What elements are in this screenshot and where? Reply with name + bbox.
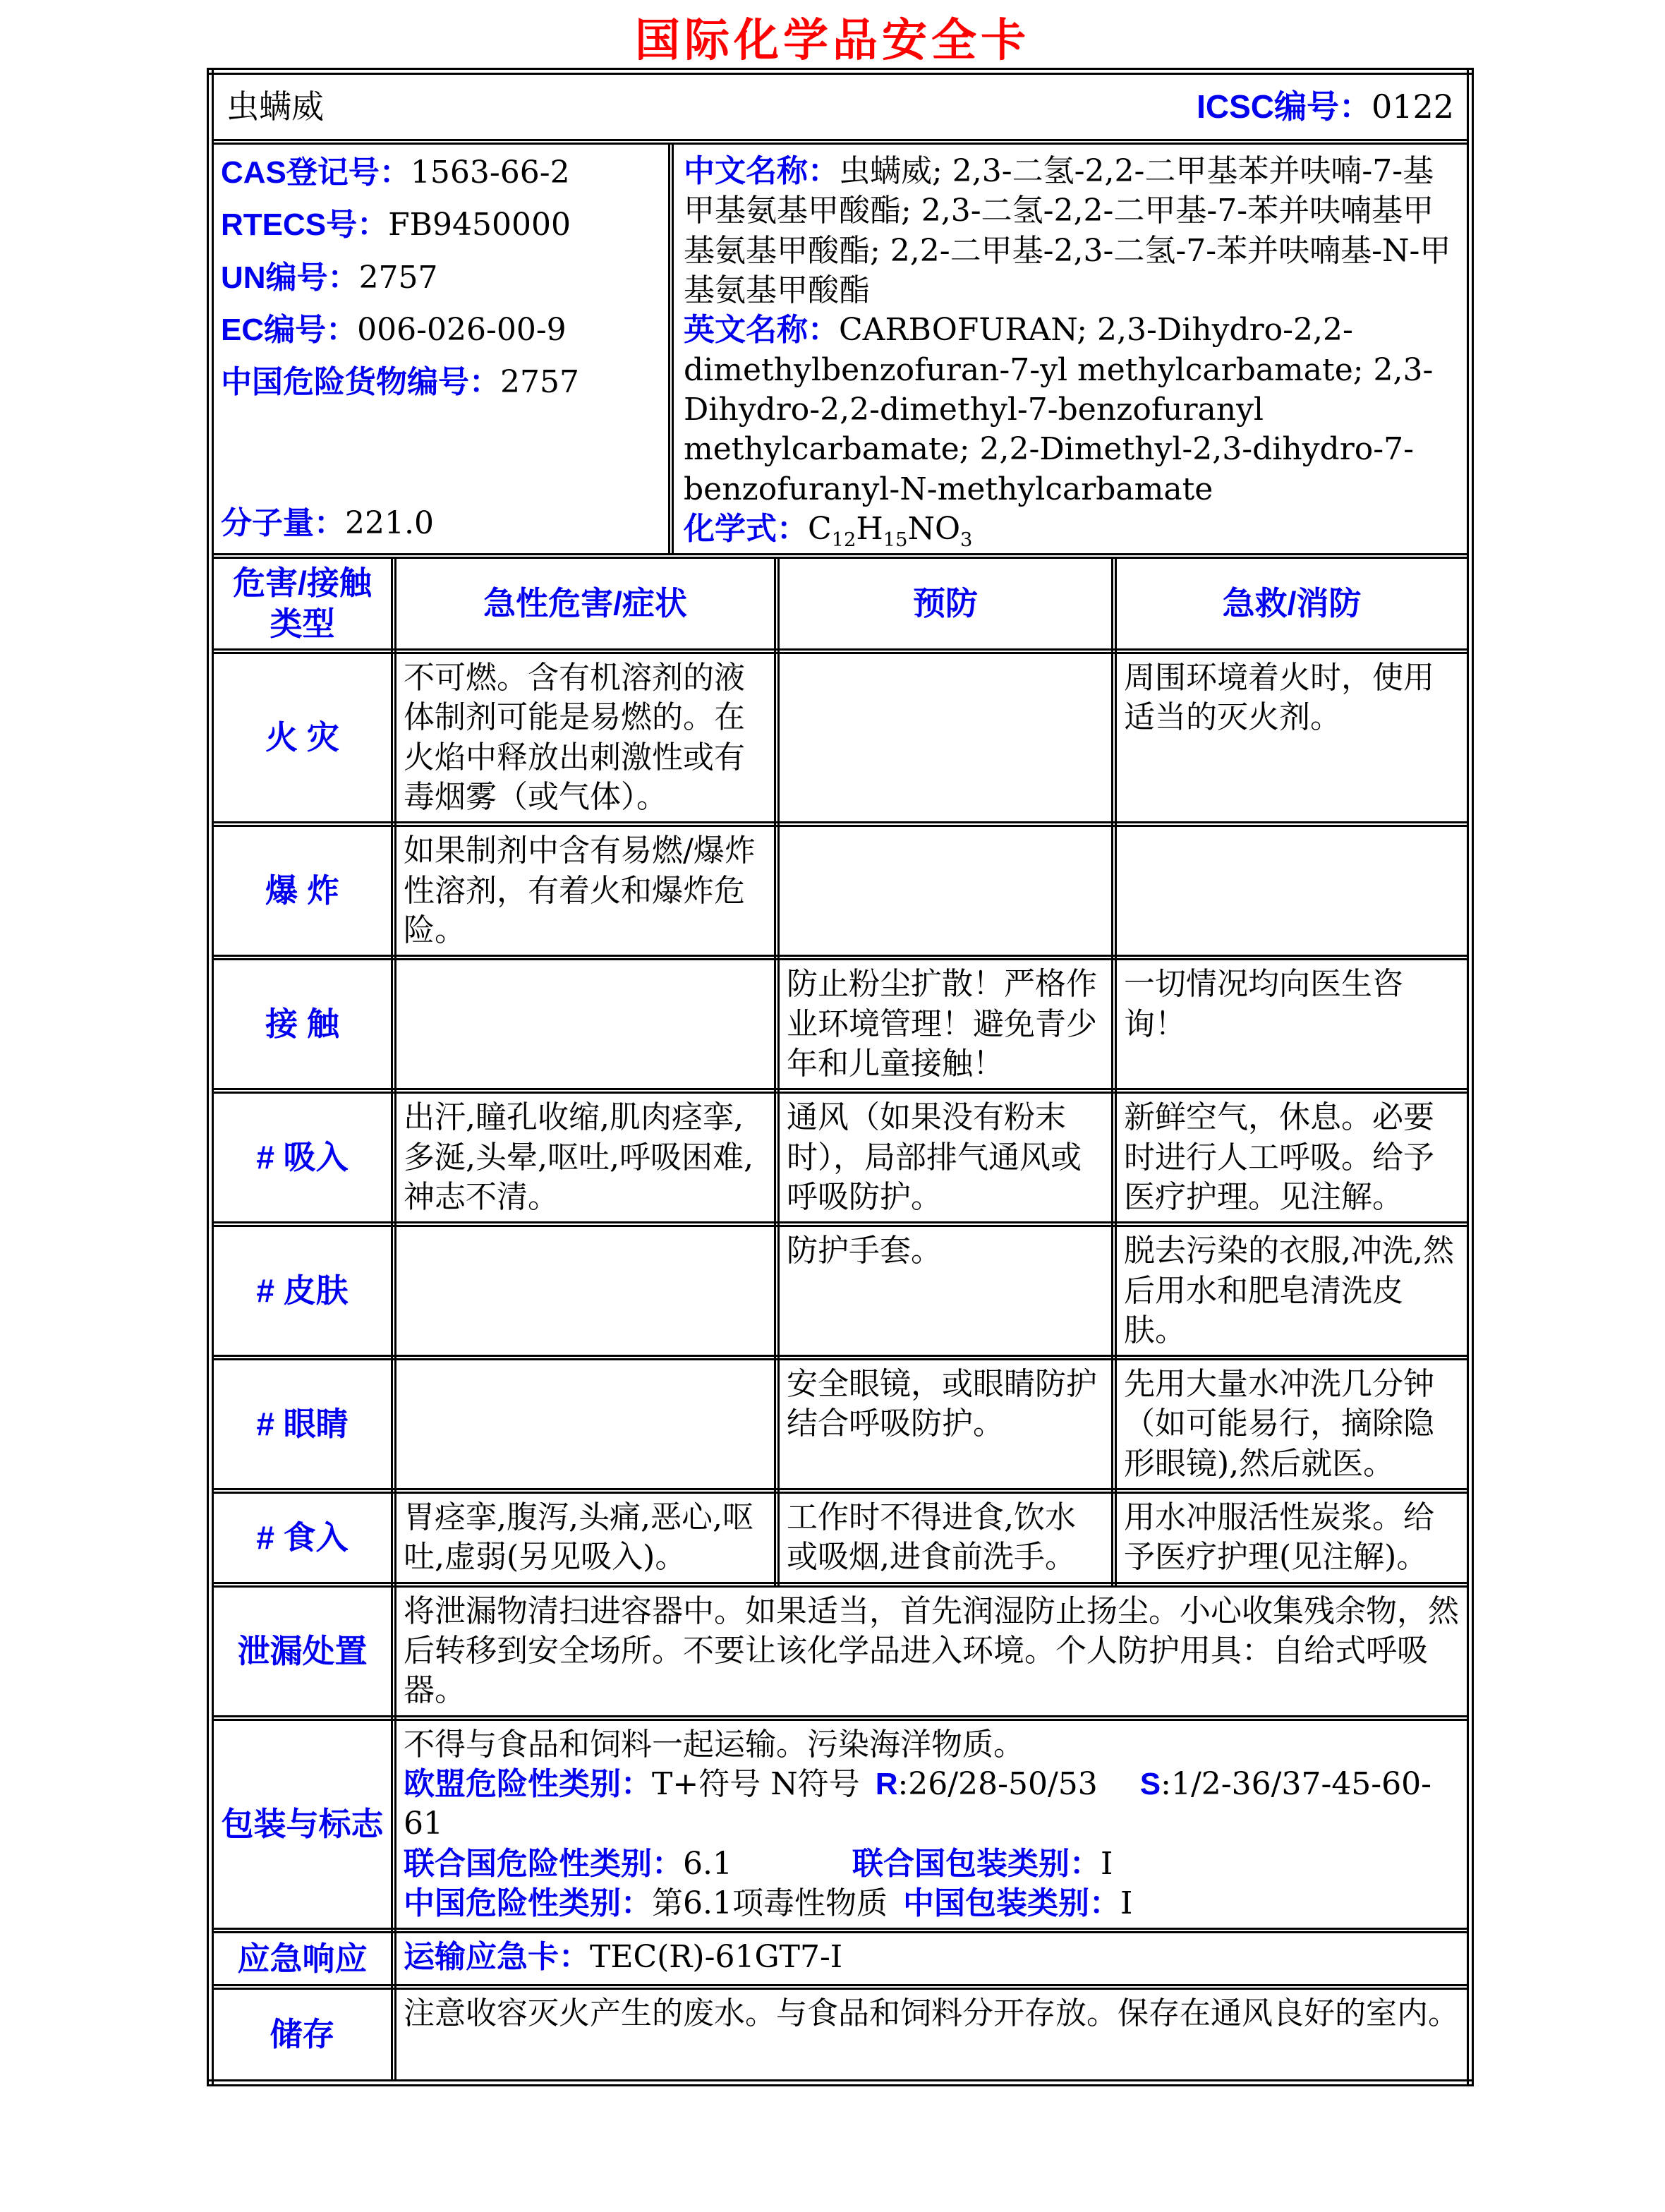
explosion-symptoms-cell: 如果制剂中含有易燃/爆炸性溶剂，有着火和爆炸危险。 [394, 824, 777, 957]
r-phrases-label: R [875, 1766, 898, 1801]
fire-prevention-cell [777, 651, 1114, 824]
cas-number-label: CAS登记号： [221, 155, 411, 190]
packaging-eu-line [404, 1765, 1460, 1844]
table-row-ingestion [210, 1491, 1470, 1585]
english-name-label: 英文名称： [684, 313, 839, 348]
packaging-transport-note: 不得与食品和饲料一起运输。污染海洋物质。 [404, 1726, 1024, 1763]
transport-emergency-card-value: TEC(R)-61GT7-I [590, 1939, 843, 1976]
row-label-spill-disposal: 泄漏处置 [210, 1585, 394, 1718]
row-label-emergency-response: 应急响应 [210, 1930, 394, 1987]
card-header-row [210, 71, 1470, 142]
names-block [674, 145, 1467, 553]
row-label-exposure: 接 触 [210, 957, 394, 1091]
chemical-formula-value: $C_{12}H_{15}NO_3$ [808, 510, 973, 551]
ingestion-prevention-cell: 工作时不得进食,饮水或吸烟,进食前洗手。 [777, 1491, 1114, 1585]
cn-dangerous-goods-line [221, 363, 661, 402]
un-packing-group-value: I [1100, 1845, 1113, 1882]
row-label-skin: # 皮肤 [210, 1224, 394, 1358]
storage-cell: 注意收容灭火产生的废水。与食品和饲料分开存放。保存在通风良好的室内。 [394, 1987, 1470, 2083]
packaging-cell [394, 1718, 1470, 1931]
skin-prevention-cell: 防护手套。 [777, 1224, 1114, 1358]
substance-name: 虫螨威 [226, 87, 324, 126]
explosion-first-aid-cell [1114, 824, 1470, 957]
icsc-number [1197, 86, 1454, 128]
cn-dangerous-goods-label: 中国危险货物编号： [221, 365, 500, 400]
row-label-inhalation: # 吸入 [210, 1091, 394, 1224]
fire-first-aid-cell: 周围环境着火时，使用适当的灭火剂。 [1114, 651, 1470, 824]
inhalation-prevention-cell: 通风（如果没有粉末时），局部排气通风或呼吸防护。 [777, 1091, 1114, 1224]
header-hazard-type: 危害/接触类型 [210, 556, 394, 651]
cn-dangerous-goods-value: 2757 [500, 364, 579, 401]
transport-emergency-card-label: 运输应急卡： [404, 1940, 590, 1975]
skin-symptoms-cell [394, 1224, 777, 1358]
r-phrases-value: :26/28-50/53 [897, 1765, 1098, 1802]
cn-packing-group-value: I [1120, 1885, 1133, 1921]
rtecs-number-label: RTECS号： [221, 207, 389, 243]
chemical-formula-label: 化学式： [684, 511, 808, 546]
table-row-fire [210, 651, 1470, 824]
table-row-inhalation [210, 1091, 1470, 1224]
eyes-prevention-cell: 安全眼镜，或眼睛防护结合呼吸防护。 [777, 1358, 1114, 1491]
molecular-weight-value: 221.0 [345, 504, 434, 541]
eu-hazard-class-label: 欧盟危险性类别： [404, 1766, 652, 1801]
fire-symptoms-cell: 不可燃。含有机溶剂的液体制剂可能是易燃的。在火焰中释放出刺激性或有毒烟雾（或气体）。 [394, 651, 777, 824]
exposure-prevention-cell: 防止粉尘扩散！严格作业环境管理！避免青少年和儿童接触！ [777, 957, 1114, 1091]
table-row-storage [210, 1987, 1470, 2083]
un-hazard-class-label: 联合国危险性类别： [404, 1846, 683, 1881]
molecular-weight-line [221, 504, 661, 543]
registry-numbers-block [214, 145, 674, 553]
english-name-value: CARBOFURAN; 2,3-Dihydro-2,2-dimethylbenzofuran-7-yl methylcarbamate; 2,3-Dihydro-2,2-dimethyl-7-benzofuranyl methylcarbamate; 2,2-Dimethyl-2,3-dihydro-7-benzofuranyl-N-methylcarbamate [684, 312, 1434, 507]
icsc-card [207, 68, 1474, 2086]
s-phrases-value: :1/2-36/37-45-60-61 [404, 1765, 1432, 1842]
cn-packing-group-label: 中国包装类别： [902, 1885, 1120, 1921]
table-row-eyes [210, 1358, 1470, 1491]
ec-number-label: EC编号： [221, 312, 358, 347]
s-phrases-label: S [1139, 1766, 1161, 1801]
icsc-number-label: ICSC编号： [1197, 88, 1372, 126]
identity-cell [210, 142, 1470, 556]
eu-hazard-class-value: T+符号 N符号 [652, 1765, 860, 1802]
cas-number-value: 1563-66-2 [410, 155, 570, 191]
eyes-first-aid-cell: 先用大量水冲洗几分钟（如可能易行，摘除隐形眼镜),然后就医。 [1114, 1358, 1470, 1491]
hazard-table-header-row [210, 556, 1470, 651]
un-number-value: 2757 [358, 259, 438, 296]
page-title: 国际化学品安全卡 [635, 15, 1030, 66]
exposure-first-aid-cell: 一切情况均向医生咨询！ [1114, 957, 1470, 1091]
row-label-storage: 储存 [210, 1987, 394, 2083]
inhalation-symptoms-cell: 出汗,瞳孔收缩,肌肉痉挛,多涎,头晕,呕吐,呼吸困难,神志不清。 [394, 1091, 777, 1224]
molecular-weight-label: 分子量： [221, 505, 345, 540]
table-row-skin [210, 1224, 1470, 1358]
table-row-packaging [210, 1718, 1470, 1931]
row-label-explosion: 爆 炸 [210, 824, 394, 957]
chinese-name-label: 中文名称： [684, 154, 839, 188]
header-acute-hazards: 急性危害/症状 [394, 556, 777, 651]
row-label-fire: 火 灾 [210, 651, 394, 824]
ingestion-first-aid-cell: 用水冲服活性炭浆。给予医疗护理(见注解)。 [1114, 1491, 1470, 1585]
un-hazard-class-value: 6.1 [683, 1845, 732, 1882]
table-row-emergency-response [210, 1930, 1470, 1987]
emergency-response-cell [394, 1930, 1470, 1987]
packaging-cn-line [404, 1884, 1460, 1923]
eyes-symptoms-cell [394, 1358, 777, 1491]
chinese-name-value: 虫螨威; 2,3-二氢-2,2-二甲基苯并呋喃-7-基甲基氨基甲酸酯; 2,3-二氢-2,2-二甲基-7-苯并呋喃基甲基氨基甲酸酯; 2,2-二甲基-2,3-二氢-7-苯并呋喃基-N-甲基氨基甲酸酯 [684, 153, 1451, 308]
row-label-packaging: 包装与标志 [210, 1718, 394, 1931]
row-label-ingestion: # 食入 [210, 1491, 394, 1585]
table-row-exposure [210, 957, 1470, 1091]
header-prevention: 预防 [777, 556, 1114, 651]
un-packing-group-label: 联合国包装类别： [852, 1846, 1101, 1881]
cn-hazard-class-value: 第6.1项毒性物质 [652, 1885, 888, 1921]
chinese-name-paragraph [684, 152, 1457, 310]
table-row-spill-disposal [210, 1585, 1470, 1718]
un-number-line [221, 258, 661, 298]
english-name-paragraph [684, 310, 1457, 509]
card-header-cell [210, 71, 1470, 142]
ec-number-line [221, 310, 661, 350]
cn-hazard-class-label: 中国危险性类别： [404, 1885, 652, 1921]
chemical-formula-paragraph [684, 509, 1457, 549]
rtecs-number-value: FB9450000 [388, 207, 571, 243]
rtecs-number-line [221, 205, 661, 245]
icsc-number-value: 0122 [1371, 87, 1455, 126]
row-label-eyes: # 眼睛 [210, 1358, 394, 1491]
skin-first-aid-cell: 脱去污染的衣服,冲洗,然后用水和肥皂清洗皮肤。 [1114, 1224, 1470, 1358]
ingestion-symptoms-cell: 胃痉挛,腹泻,头痛,恶心,呕吐,虚弱(另见吸入)。 [394, 1491, 777, 1585]
header-first-aid: 急救/消防 [1114, 556, 1470, 651]
packaging-un-line [404, 1844, 1460, 1884]
table-row-explosion [210, 824, 1470, 957]
explosion-prevention-cell [777, 824, 1114, 957]
spill-disposal-cell: 将泄漏物清扫进容器中。如果适当，首先润湿防止扬尘。小心收集残余物，然后转移到安全场所。不要让该化学品进入环境。个人防护用具：自给式呼吸器。 [394, 1585, 1470, 1718]
cas-number-line [221, 153, 661, 193]
ec-number-value: 006-026-00-9 [357, 311, 567, 348]
un-number-label: UN编号： [221, 260, 359, 295]
exposure-symptoms-cell [394, 957, 777, 1091]
inhalation-first-aid-cell: 新鲜空气，休息。必要时进行人工呼吸。给予医疗护理。见注解。 [1114, 1091, 1470, 1224]
identity-row [210, 142, 1470, 556]
